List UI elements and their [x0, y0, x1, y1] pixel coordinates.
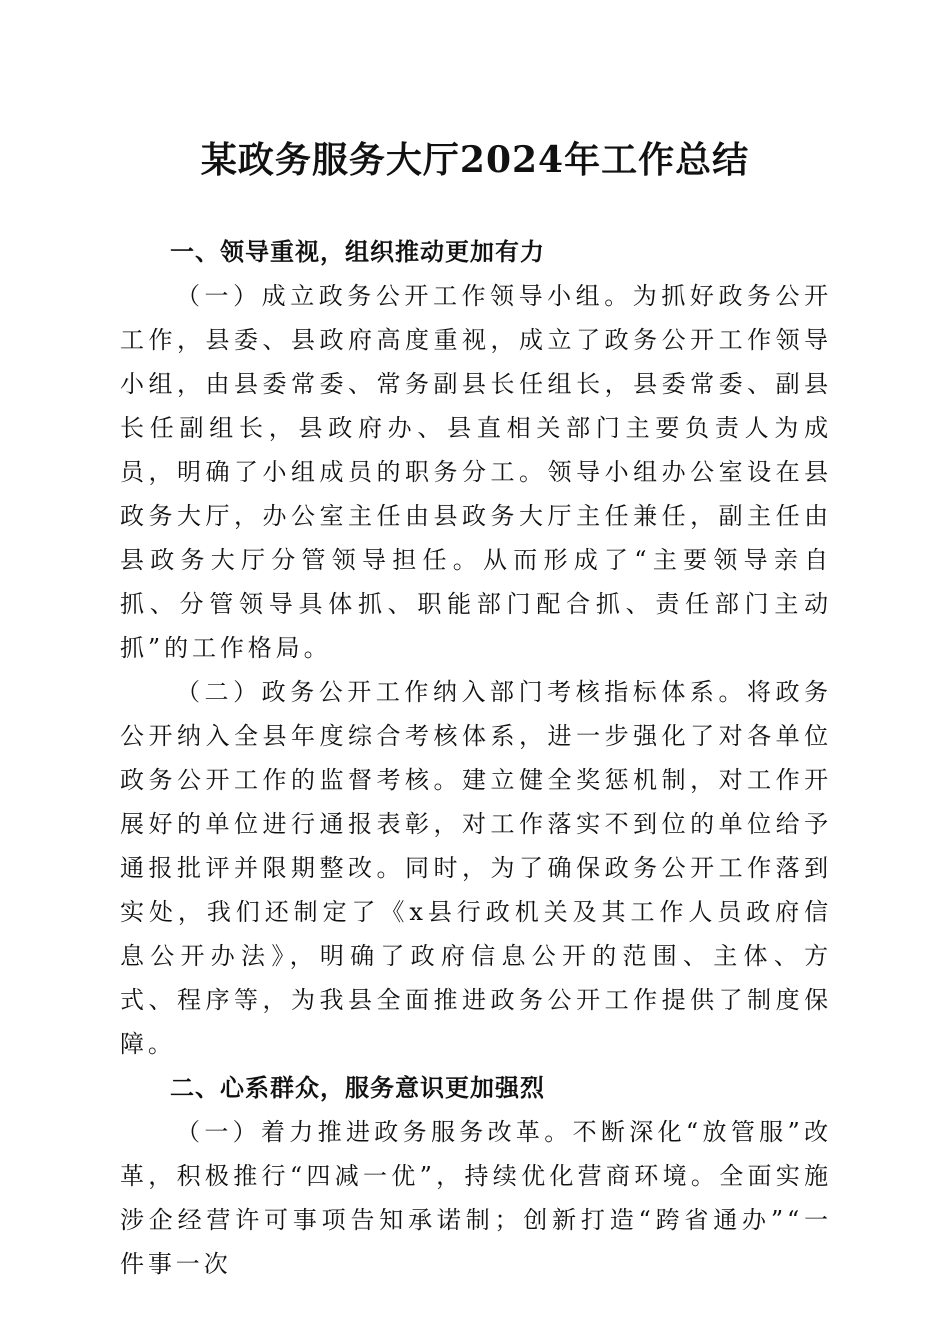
paragraph-lead: （二）政务公开工作纳入部门考核指标体系。 — [176, 678, 747, 706]
document-body — [120, 230, 832, 1286]
paragraph-lead: （一）成立政务公开工作领导小组。 — [176, 282, 633, 310]
paragraph — [120, 670, 832, 1066]
document-title: 某政务服务大厅2024年工作总结 — [200, 139, 750, 181]
section-heading-2: 二、心系群众，服务意识更加强烈 — [170, 1074, 545, 1102]
paragraph — [120, 274, 832, 670]
paragraph-text: 为抓好政务公开工作，县委、县政府高度重视，成立了政务公开工作领导小组，由县委常委、常务副县长任组长，县委常委、副县长任副组长，县政府办、县直相关部门主要负责人为成员，明确了小组成员的职务分工。领导小组办公室设在县政务大厅，办公室主任由县政务大厅主任兼任，副主任由县政务大厅分管领导担任。从而形成了“主要领导亲自抓、分管领导具体抓、职能部门配合抓、责任部门主动抓”的工作格局。 — [120, 282, 832, 662]
paragraph — [120, 1110, 832, 1286]
paragraph-text: 不断深化“放管服”改革，积极推行“四减一优”，持续优化营商环境。全面实施涉企经营许可事项告知承诺制；创新打造“跨省通办”“一件事一次 — [120, 1118, 832, 1278]
paragraph-text: 将政务公开纳入全县年度综合考核体系，进一步强化了对各单位政务公开工作的监督考核。建立健全奖惩机制，对工作开展好的单位进行通报表彰，对工作落实不到位的单位给予通报批评并限期整改。同时，为了确保政务公开工作落到实处，我们还制定了《x县行政机关及其工作人员政府信息公开办法》，明确了政府信息公开的范围、主体、方式、程序等，为我县全面推进政务公开工作提供了制度保障。 — [120, 678, 832, 1058]
paragraph-lead: （一）着力推进政务服务改革。 — [176, 1118, 573, 1146]
section-heading-1: 一、领导重视，组织推动更加有力 — [170, 238, 545, 266]
